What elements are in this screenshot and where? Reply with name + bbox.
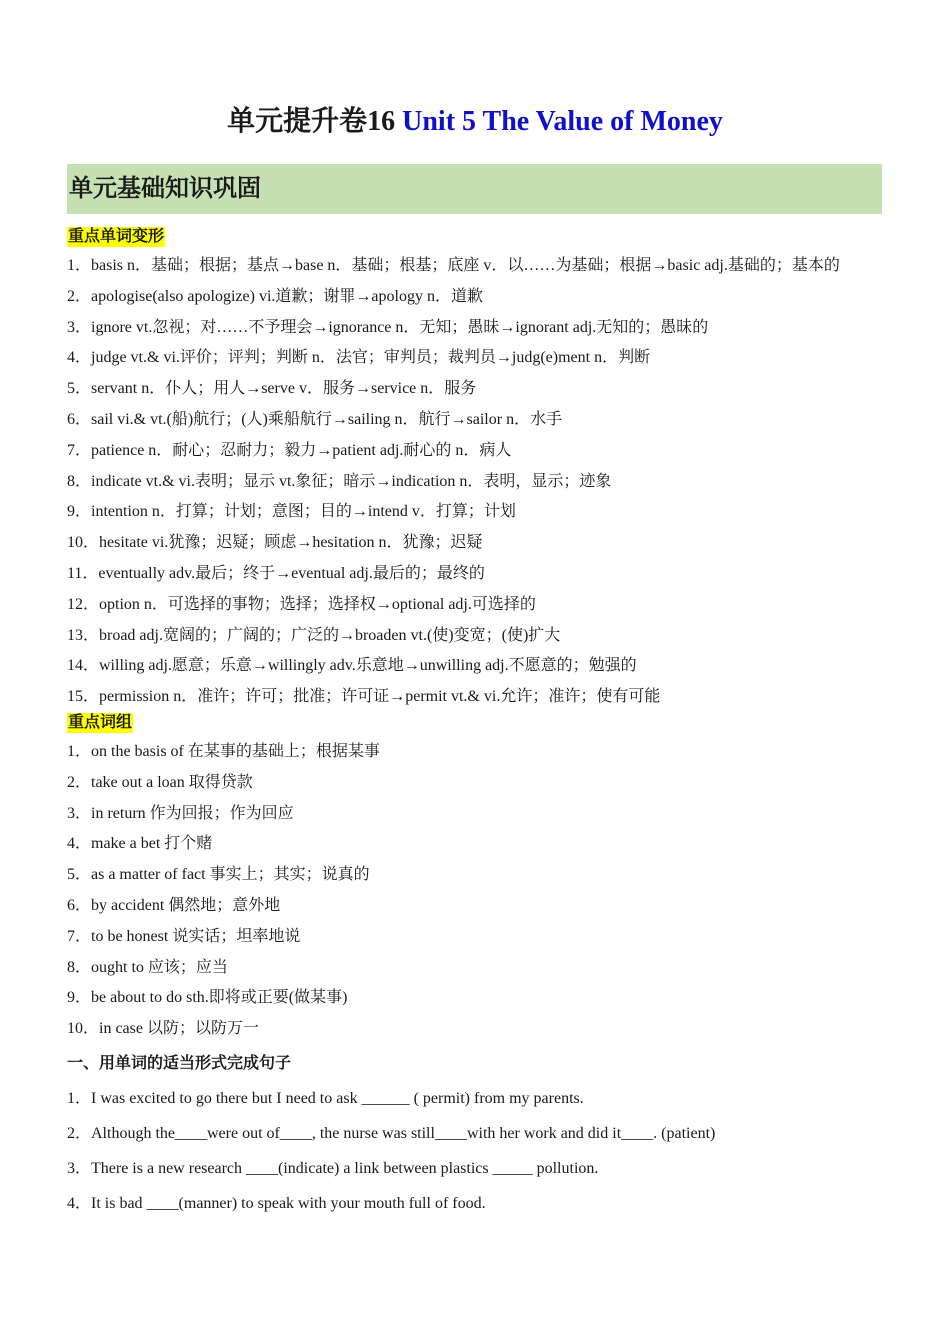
phrase-heading: 重点词组 [68,713,133,731]
exercise-heading: 一、用单词的适当形式完成句子 [67,1054,292,1072]
title-chinese: 单元提升卷16 [227,106,403,137]
phrase-item: 7．to be honest 说实话；坦率地说 [67,927,301,945]
vocab-heading: 重点单词变形 [68,228,165,245]
vocab-item: 3．ignore vt.忽视；对……不予理会→ignorance n．无知；愚昧→ignorant adj.无知的；愚昧的 [67,318,709,336]
phrase-list [67,737,887,1045]
vocab-item: 4．judge vt.& vi.评价；评判；判断 n．法官；审判员；裁判员→judg(e)ment n．判断 [67,349,651,367]
vocab-item: 6．sail vi.& vt.(船)航行；(人)乘船航行→sailing n．航行→sailor n．水手 [67,410,563,428]
phrase-item: 6．by accident 偶然地；意外地 [67,896,281,914]
vocab-item: 7．patience n．耐心；忍耐力；毅力→patient adj.耐心的 n．病人 [67,441,512,459]
vocab-list [67,251,887,713]
phrase-item: 3．in return 作为回报；作为回应 [67,804,294,822]
exercise-item: 3．There is a new research ____(indicate) a link between plastics _____ pollution. [67,1159,599,1177]
vocab-item: 12．option n．可选择的事物；选择；选择权→optional adj.可选择的 [67,595,536,613]
phrase-item: 10．in case 以防；以防万一 [67,1020,259,1038]
phrase-item: 8．ought to 应该；应当 [67,958,228,976]
phrase-item: 4．make a bet 打个赌 [67,835,213,853]
document-title [0,104,950,140]
phrase-item: 2．take out a loan 取得贷款 [67,773,253,791]
vocab-item: 10．hesitate vi.犹豫；迟疑；顾虑→hesitation n．犹豫；迟疑 [67,534,483,552]
phrase-item: 5．as a matter of fact 事实上；其实；说真的 [67,866,370,884]
phrase-heading-row [67,713,887,737]
vocab-item: 2．apologise(also apologize) vi.道歉；谢罪→apology n．道歉 [67,287,483,305]
vocab-item: 8．indicate vt.& vi.表明；显示 vt.象征；暗示→indication n．表明，显示；迹象 [67,472,612,490]
phrase-item: 9．be about to do sth.即将或正要(做某事) [67,989,348,1007]
vocab-item: 1．basis n．基础；根据；基点→base n．基础；根基；底座 v．以……为基础；根据→basic adj.基础的；基本的 [67,257,840,274]
exercise-list [67,1081,887,1221]
vocab-item: 13．broad adj.宽阔的；广阔的；广泛的→broaden vt.(使)变宽；(使)扩大 [67,626,561,644]
title-english: Unit 5 The Value of Money [402,106,723,137]
exercise-item: 1．I was excited to go there but I need to ask ______ ( permit) from my parents. [67,1089,584,1107]
exercise-item: 2．Although the____were out of____, the nurse was still____with her work and did it____. (patient) [67,1124,716,1142]
vocab-item: 15．permission n．准许；许可；批准；许可证→permit vt.& vi.允许；准许；使有可能 [67,688,661,706]
exercise-item: 4．It is bad ____(manner) to speak with your mouth full of food. [67,1194,486,1212]
vocab-item: 5．servant n．仆人；用人→serve v．服务→service n．服务 [67,380,477,398]
section-banner [67,164,882,214]
vocab-heading-row [67,227,887,251]
vocab-item: 9．intention n．打算；计划；意图；目的→intend v．打算；计划 [67,503,516,521]
document-body [67,227,887,1221]
vocab-item: 14．willing adj.愿意；乐意→willingly adv.乐意地→unwilling adj.不愿意的；勉强的 [67,657,637,675]
vocab-item: 11．eventually adv.最后；终于→eventual adj.最后的；最终的 [67,564,485,582]
section-banner-text: 单元基础知识巩固 [69,176,261,202]
phrase-item: 1．on the basis of 在某事的基础上；根据某事 [67,742,380,760]
